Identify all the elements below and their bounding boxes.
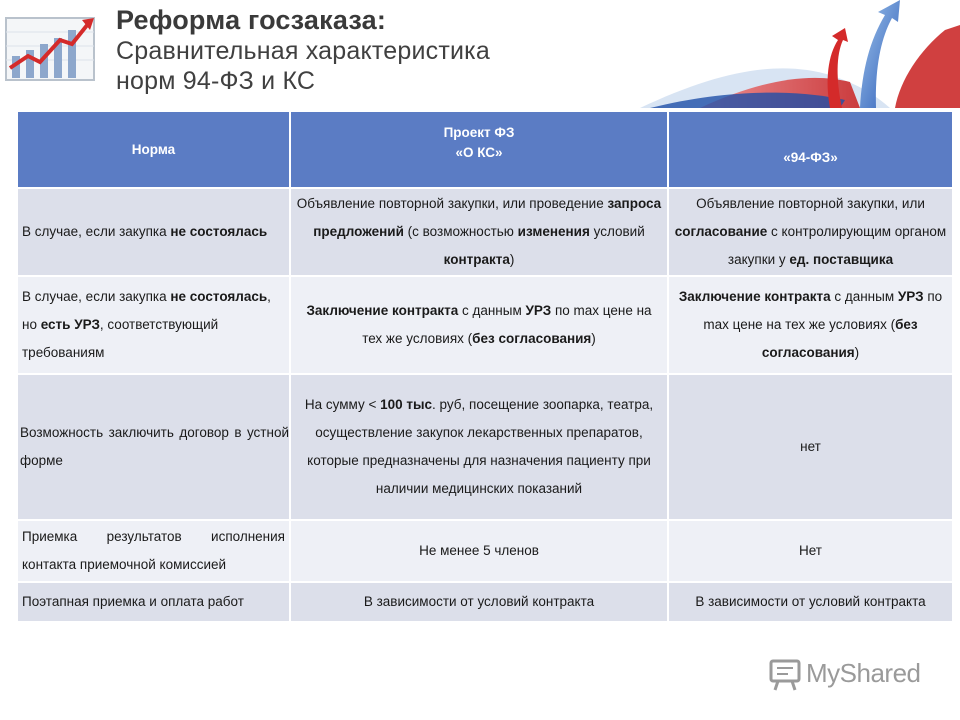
- table-row: [18, 582, 952, 622]
- text-segment: На сумму <: [304, 397, 381, 412]
- bold-text-segment: УРЗ: [525, 303, 552, 318]
- bold-text-segment: не состоялась: [170, 224, 268, 239]
- text-segment: Нет: [799, 543, 822, 558]
- page-subtitle-line-1: Сравнительная характеристика: [116, 37, 490, 65]
- table-row: [18, 374, 952, 520]
- bold-text-segment: без согласования: [472, 331, 592, 346]
- text-segment: , соответствующий требованиям: [22, 317, 219, 360]
- title-block: [116, 4, 490, 96]
- myshared-watermark: [766, 656, 926, 692]
- bold-text-segment: 100 тыс: [380, 397, 433, 412]
- page-title: Реформа госзаказа:: [116, 5, 387, 35]
- comparison-table: [18, 112, 952, 623]
- text-segment: Не менее 5 членов: [419, 543, 539, 558]
- bold-text-segment: есть УРЗ: [40, 317, 100, 332]
- bold-text-segment: без согласования: [761, 317, 918, 360]
- text-segment: с контролирующим органом закупки у: [727, 224, 947, 267]
- text-segment: ): [591, 331, 596, 346]
- text-segment: Объявление повторной закупки, или проведение: [296, 196, 608, 211]
- row-ks-cell: [290, 188, 668, 276]
- column-header-ks-line-1: Проект ФЗ: [443, 124, 515, 140]
- text-segment: ): [854, 345, 860, 360]
- row-ks-cell: [290, 582, 668, 622]
- text-segment: нет: [800, 439, 821, 454]
- bold-text-segment: Заключение контракта: [678, 289, 831, 304]
- growth-chart-logo-icon: [2, 12, 98, 84]
- presentation-board-icon: [768, 658, 802, 692]
- bold-text-segment: ед. поставщика: [789, 252, 894, 267]
- row-ks-cell: [290, 520, 668, 582]
- text-segment: В зависимости от условий контракта: [363, 594, 595, 609]
- text-segment: . руб, посещение зоопарка, театра, осуществление закупок лекарственных препаратов, которые предназначены для назначения пациенту при наличии медицинских показаний: [307, 397, 654, 496]
- row-94fz-cell: [668, 374, 952, 520]
- text-segment: В случае, если закупка: [22, 224, 171, 239]
- table-row: [18, 188, 952, 276]
- text-segment: Возможность заключить договор в устной форме: [20, 425, 289, 468]
- row-norm-cell: [18, 188, 290, 276]
- bold-text-segment: запроса предложений: [313, 196, 662, 239]
- column-header-norm: Норма: [18, 112, 290, 188]
- text-segment: по max цене на тех же условиях (: [703, 289, 943, 332]
- row-ks-cell: [290, 374, 668, 520]
- text-segment: с данным: [458, 303, 526, 318]
- text-segment: В случае, если закупка: [22, 289, 171, 304]
- table-row: [18, 520, 952, 582]
- row-norm-cell: [18, 374, 290, 520]
- row-94fz-cell: [668, 582, 952, 622]
- bold-text-segment: контракта: [443, 252, 510, 267]
- row-ks-cell: [290, 276, 668, 374]
- row-94fz-cell: [668, 276, 952, 374]
- bold-text-segment: Заключение контракта: [306, 303, 459, 318]
- column-header-94fz: «94-ФЗ»: [668, 112, 952, 188]
- page-subtitle-line-2: норм 94-ФЗ и КС: [116, 67, 316, 95]
- table-row: [18, 276, 952, 374]
- bold-text-segment: не состоялась: [170, 289, 268, 304]
- row-norm-cell: [18, 276, 290, 374]
- text-segment: Приемка результатов исполнения контакта приемочной комиссией: [22, 529, 285, 572]
- row-94fz-cell: [668, 520, 952, 582]
- text-segment: Объявление повторной закупки, или: [696, 196, 925, 211]
- text-segment: условий: [589, 224, 645, 239]
- text-segment: , но: [22, 289, 271, 332]
- text-segment: по max цене на тех же условиях (: [362, 303, 652, 346]
- watermark-text: MyShared: [806, 658, 921, 688]
- text-segment: ): [509, 252, 515, 267]
- column-header-ks-line-2: «О КС»: [455, 144, 503, 160]
- slide-header: [0, 0, 960, 108]
- bold-text-segment: согласование: [674, 224, 768, 239]
- text-segment: В зависимости от условий контракта: [695, 594, 926, 609]
- bold-text-segment: УРЗ: [897, 289, 924, 304]
- row-norm-cell: [18, 582, 290, 622]
- column-header-ks: [290, 112, 668, 188]
- text-segment: Поэтапная приемка и оплата работ: [22, 594, 244, 609]
- table-header-row: [18, 112, 952, 188]
- row-norm-cell: [18, 520, 290, 582]
- row-94fz-cell: [668, 188, 952, 276]
- bold-text-segment: изменения: [517, 224, 590, 239]
- text-segment: с данным: [830, 289, 898, 304]
- text-segment: (с возможностью: [403, 224, 518, 239]
